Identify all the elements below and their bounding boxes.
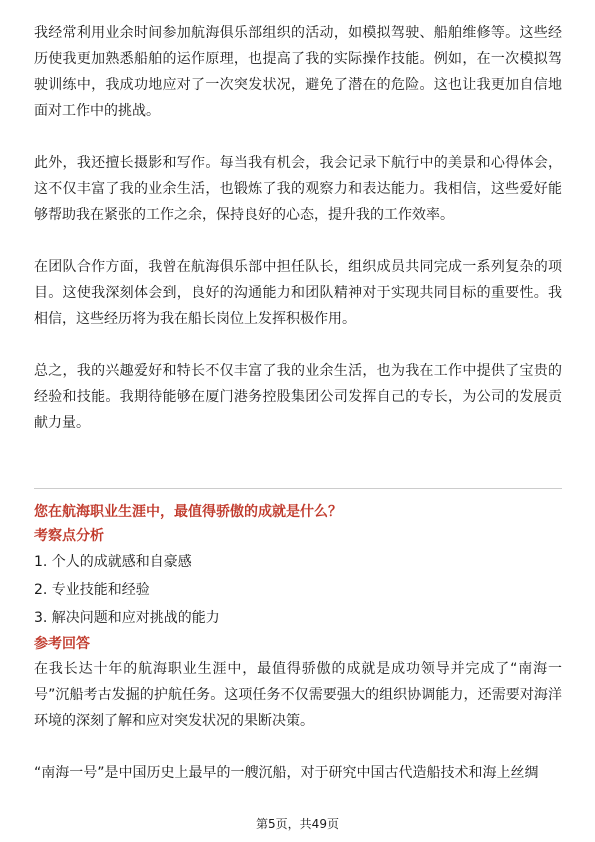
analysis-title: 考察点分析 [34,528,104,544]
analysis-point: 2. 专业技能和经验 [34,582,150,598]
qa-section [34,500,562,786]
page-number: 第5页，共49页 [256,817,339,831]
interview-question: 您在航海职业生涯中，最值得骄傲的成就是什么？ [34,504,342,520]
paragraph-summary: 总之，我的兴趣爱好和特长不仅丰富了我的业余生活，也为我在工作中提供了宝贵的经验和技能。我期待能够在厦门港务控股集团公司发挥自己的专长，为公司的发展贡献力量。 [34,363,562,431]
paragraph-teamwork: 在团队合作方面，我曾在航海俱乐部中担任队长，组织成员共同完成一系列复杂的项目。这使我深刻体会到，良好的沟通能力和团队精神对于实现共同目标的重要性。我相信，这些经历将为我在船长岗位上发挥积极作用。 [34,259,562,327]
answer-paragraph-continued: “南海一号”是中国历史上最早的一艘沉船，对于研究中国古代造船技术和海上丝绸 [34,765,539,781]
paragraph-hobbies: 此外，我还擅长摄影和写作。每当我有机会，我会记录下航行中的美景和心得体会，这不仅丰富了我的业余生活，也锻炼了我的观察力和表达能力。我相信，这些爱好能够帮助我在紧张的工作之余，保持良好的心态，提升我的工作效率。 [34,155,562,223]
analysis-point: 3. 解决问题和应对挑战的能力 [34,610,220,626]
analysis-list [34,548,562,632]
answer-title: 参考回答 [34,636,90,652]
answer-paragraph: 在我长达十年的航海职业生涯中，最值得骄傲的成就是成功领导并完成了“南海一号”沉船考古发掘的护航任务。这项任务不仅需要强大的组织协调能力，还需要对海洋环境的深刻了解和应对突发状况的果断决策。 [34,661,562,729]
analysis-point: 1. 个人的成就感和自豪感 [34,554,192,570]
paragraph-clubs: 我经常利用业余时间参加航海俱乐部组织的活动，如模拟驾驶、船舶维修等。这些经历使我更加熟悉船舶的运作原理，也提高了我的实际操作技能。例如，在一次模拟驾驶训练中，我成功地应对了一次突发状况，避免了潜在的危险。这也让我更加自信地面对工作中的挑战。 [34,25,562,119]
section-divider [34,488,562,489]
main-content [34,20,562,436]
